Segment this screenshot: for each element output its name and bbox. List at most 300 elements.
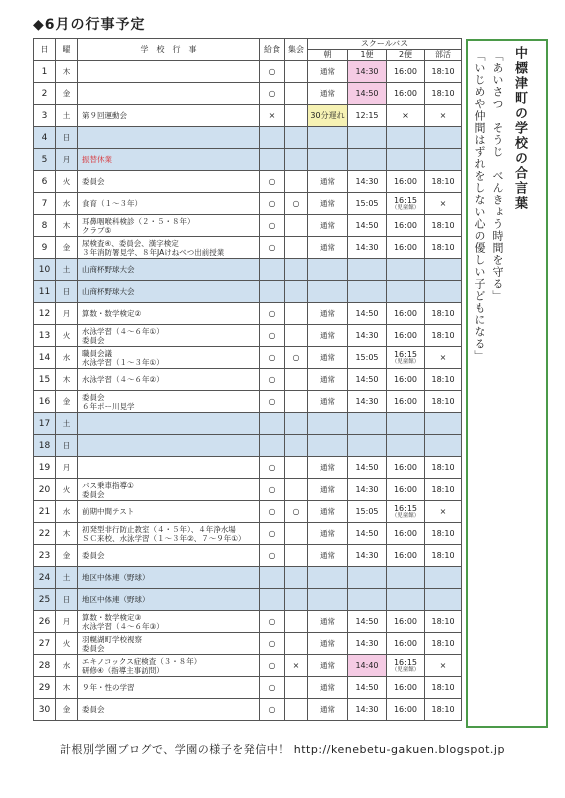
cell-morning: 通常 — [308, 369, 348, 391]
cell-bus-first: 14:30 — [348, 479, 387, 501]
cell-day: 9 — [34, 237, 56, 259]
cell-lunch — [260, 413, 285, 435]
cell-bus-second: 16:15 （児童館） — [387, 347, 425, 369]
cell-lunch: ○ — [260, 347, 285, 369]
cell-events: 山商杯野球大会 — [78, 259, 260, 281]
cell-bus-second: 16:00 — [387, 171, 425, 193]
cell-club: 18:10 — [425, 457, 462, 479]
cell-day: 5 — [34, 149, 56, 171]
cell-assembly — [285, 677, 308, 699]
cell-day: 1 — [34, 61, 56, 83]
cell-bus-second — [387, 127, 425, 149]
header-first: 1便 — [348, 50, 387, 61]
cell-bus-second: 16:00 — [387, 633, 425, 655]
cell-weekday: 金 — [56, 83, 78, 105]
cell-events — [78, 435, 260, 457]
cell-events: 耳鼻咽喉科検診（２・５・８年） クラブ⑤ — [78, 215, 260, 237]
cell-bus-second: 16:00 — [387, 523, 425, 545]
cell-events: 職員会議 水泳学習（１～３年①） — [78, 347, 260, 369]
cell-bus-first — [348, 589, 387, 611]
cell-club: 18:10 — [425, 303, 462, 325]
cell-lunch: ○ — [260, 523, 285, 545]
cell-club: 18:10 — [425, 677, 462, 699]
cell-morning: 通常 — [308, 611, 348, 633]
cell-bus-first: 12:15 — [348, 105, 387, 127]
cell-assembly — [285, 237, 308, 259]
cell-bus-second: 16:00 — [387, 61, 425, 83]
cell-assembly: ○ — [285, 193, 308, 215]
cell-bus-second: 16:00 — [387, 215, 425, 237]
cell-club: 18:10 — [425, 633, 462, 655]
cell-assembly: ○ — [285, 501, 308, 523]
cell-events: 水泳学習（４～６年①） 委員会 — [78, 325, 260, 347]
cell-assembly: × — [285, 655, 308, 677]
cell-events: 尿検査④、委員会、漢字検定 ３年消防署見学、８年JAけねべつ出前授業 — [78, 237, 260, 259]
cell-assembly — [285, 699, 308, 721]
cell-bus-second — [387, 259, 425, 281]
cell-assembly — [285, 303, 308, 325]
cell-assembly — [285, 171, 308, 193]
cell-weekday: 月 — [56, 303, 78, 325]
cell-club: × — [425, 105, 462, 127]
cell-bus-first: 15:05 — [348, 193, 387, 215]
table-row — [34, 545, 462, 567]
cell-bus-first — [348, 259, 387, 281]
cell-events: 前期中間テスト — [78, 501, 260, 523]
cell-club — [425, 435, 462, 457]
cell-assembly — [285, 633, 308, 655]
cell-club: 18:10 — [425, 171, 462, 193]
cell-club: 18:10 — [425, 215, 462, 237]
cell-morning: 通常 — [308, 545, 348, 567]
table-row — [34, 633, 462, 655]
cell-morning — [308, 589, 348, 611]
cell-events — [78, 457, 260, 479]
table-row — [34, 699, 462, 721]
cell-lunch — [260, 259, 285, 281]
cell-lunch: ○ — [260, 655, 285, 677]
cell-bus-second: 16:00 — [387, 303, 425, 325]
cell-lunch: ○ — [260, 193, 285, 215]
header-bus: スクールバス — [308, 39, 462, 50]
cell-weekday: 金 — [56, 237, 78, 259]
table-row — [34, 347, 462, 369]
cell-club: 18:10 — [425, 699, 462, 721]
cell-lunch — [260, 567, 285, 589]
cell-bus-second: × — [387, 105, 425, 127]
cell-weekday: 日 — [56, 435, 78, 457]
cell-assembly — [285, 369, 308, 391]
cell-weekday: 金 — [56, 699, 78, 721]
cell-day: 27 — [34, 633, 56, 655]
table-row — [34, 127, 462, 149]
cell-club: 18:10 — [425, 61, 462, 83]
header-assembly: 集会 — [285, 39, 308, 61]
footer-blog-link[interactable]: 計根別学園ブログで、学園の様子を発信中！ http://kenebetu-gakuen.blogspot.jp — [60, 743, 505, 756]
cell-assembly — [285, 391, 308, 413]
cell-events: 算数・数学検定③ 水泳学習（４～６年③） — [78, 611, 260, 633]
cell-club: 18:10 — [425, 237, 462, 259]
cell-bus-first — [348, 413, 387, 435]
cell-club: × — [425, 655, 462, 677]
cell-morning: 通常 — [308, 83, 348, 105]
table-row — [34, 171, 462, 193]
cell-bus-second: 16:00 — [387, 237, 425, 259]
cell-bus-first: 14:50 — [348, 215, 387, 237]
cell-weekday: 月 — [56, 457, 78, 479]
cell-morning: 通常 — [308, 633, 348, 655]
cell-assembly — [285, 479, 308, 501]
cell-morning: 通常 — [308, 215, 348, 237]
cell-events: 委員会 — [78, 699, 260, 721]
table-row — [34, 479, 462, 501]
table-row — [34, 523, 462, 545]
cell-events: 地区中体連（野球） — [78, 589, 260, 611]
cell-weekday: 月 — [56, 149, 78, 171]
cell-assembly — [285, 457, 308, 479]
cell-morning — [308, 435, 348, 457]
cell-weekday: 火 — [56, 325, 78, 347]
cell-club — [425, 567, 462, 589]
cell-weekday: 水 — [56, 347, 78, 369]
cell-weekday: 火 — [56, 633, 78, 655]
cell-day: 23 — [34, 545, 56, 567]
cell-club: 18:10 — [425, 325, 462, 347]
cell-day: 17 — [34, 413, 56, 435]
table-row — [34, 457, 462, 479]
cell-lunch: ○ — [260, 369, 285, 391]
cell-morning: 通常 — [308, 193, 348, 215]
cell-events: エキノコックス症検査（３・８年） 研修④（指導主事訪問） — [78, 655, 260, 677]
cell-bus-first: 14:50 — [348, 677, 387, 699]
cell-assembly — [285, 567, 308, 589]
cell-club — [425, 589, 462, 611]
table-row — [34, 589, 462, 611]
cell-bus-first: 14:50 — [348, 369, 387, 391]
table-row — [34, 655, 462, 677]
cell-bus-second: 16:00 — [387, 325, 425, 347]
cell-bus-second: 16:00 — [387, 677, 425, 699]
cell-weekday: 木 — [56, 215, 78, 237]
cell-events: 地区中体連（野球） — [78, 567, 260, 589]
cell-club — [425, 149, 462, 171]
cell-morning: 通常 — [308, 479, 348, 501]
cell-day: 22 — [34, 523, 56, 545]
cell-weekday: 火 — [56, 479, 78, 501]
cell-club — [425, 127, 462, 149]
cell-bus-first: 14:30 — [348, 237, 387, 259]
cell-bus-first: 15:05 — [348, 501, 387, 523]
cell-day: 2 — [34, 83, 56, 105]
cell-bus-first: 14:30 — [348, 171, 387, 193]
cell-bus-second: 16:00 — [387, 611, 425, 633]
motto-line-1: 「あいさつ そうじ べんきょう時間を守る」 — [491, 50, 504, 302]
cell-bus-second — [387, 413, 425, 435]
cell-lunch: ○ — [260, 61, 285, 83]
cell-bus-second — [387, 281, 425, 303]
cell-club: 18:10 — [425, 83, 462, 105]
cell-events — [78, 61, 260, 83]
schedule-table — [33, 38, 462, 721]
cell-bus-first: 14:30 — [348, 699, 387, 721]
table-row — [34, 215, 462, 237]
cell-bus-second: 16:15 （児童館） — [387, 193, 425, 215]
header-day: 日 — [34, 39, 56, 61]
cell-morning: 通常 — [308, 699, 348, 721]
cell-bus-second — [387, 589, 425, 611]
cell-day: 11 — [34, 281, 56, 303]
cell-lunch: ○ — [260, 633, 285, 655]
cell-assembly — [285, 435, 308, 457]
cell-bus-first — [348, 435, 387, 457]
table-row — [34, 303, 462, 325]
cell-lunch: ○ — [260, 457, 285, 479]
cell-day: 18 — [34, 435, 56, 457]
page-title: ◆6月の行事予定 — [33, 17, 146, 33]
table-row — [34, 369, 462, 391]
cell-weekday: 水 — [56, 655, 78, 677]
table-row — [34, 611, 462, 633]
cell-weekday: 土 — [56, 105, 78, 127]
cell-events: 振替休業 — [78, 149, 260, 171]
cell-bus-first: 14:30 — [348, 391, 387, 413]
cell-lunch: × — [260, 105, 285, 127]
cell-morning: 通常 — [308, 457, 348, 479]
motto-line-3-render: 「いじめや仲間はずれをしない心の優しい子どもになる」 — [473, 50, 486, 362]
cell-morning: 通常 — [308, 677, 348, 699]
cell-morning: 通常 — [308, 523, 348, 545]
header-weekday: 曜 — [56, 39, 78, 61]
cell-bus-first: 14:50 — [348, 457, 387, 479]
cell-club: 18:10 — [425, 479, 462, 501]
cell-weekday: 木 — [56, 61, 78, 83]
cell-bus-second: 16:00 — [387, 369, 425, 391]
cell-events: 委員会 — [78, 171, 260, 193]
cell-bus-first — [348, 567, 387, 589]
cell-events: 第９回運動会 — [78, 105, 260, 127]
cell-weekday: 木 — [56, 677, 78, 699]
cell-morning: 通常 — [308, 303, 348, 325]
table-row — [34, 677, 462, 699]
cell-morning: 30分遅れ — [308, 105, 348, 127]
cell-lunch: ○ — [260, 677, 285, 699]
cell-events: 羽幌湖町学校視察 委員会 — [78, 633, 260, 655]
cell-weekday: 土 — [56, 567, 78, 589]
cell-morning: 通常 — [308, 325, 348, 347]
table-row — [34, 413, 462, 435]
cell-day: 21 — [34, 501, 56, 523]
header-second: 2便 — [387, 50, 425, 61]
cell-assembly — [285, 545, 308, 567]
cell-lunch — [260, 435, 285, 457]
cell-assembly — [285, 523, 308, 545]
cell-assembly — [285, 149, 308, 171]
cell-lunch — [260, 149, 285, 171]
cell-day: 14 — [34, 347, 56, 369]
table-row — [34, 501, 462, 523]
cell-lunch: ○ — [260, 325, 285, 347]
cell-bus-second: 16:00 — [387, 479, 425, 501]
cell-weekday: 土 — [56, 259, 78, 281]
cell-bus-first — [348, 127, 387, 149]
cell-lunch: ○ — [260, 611, 285, 633]
cell-lunch: ○ — [260, 237, 285, 259]
cell-lunch: ○ — [260, 83, 285, 105]
cell-morning — [308, 281, 348, 303]
cell-assembly: ○ — [285, 347, 308, 369]
cell-bus-second — [387, 149, 425, 171]
cell-bus-second: 16:00 — [387, 83, 425, 105]
cell-day: 13 — [34, 325, 56, 347]
cell-bus-second: 16:00 — [387, 699, 425, 721]
cell-day: 7 — [34, 193, 56, 215]
cell-bus-first: 14:40 — [348, 655, 387, 677]
cell-events: 初発型非行防止教室（４・５年）、４年浄水場 ＳＣ来校、水泳学習（１～３年②、７～９年①） — [78, 523, 260, 545]
cell-day: 30 — [34, 699, 56, 721]
cell-bus-first: 14:30 — [348, 61, 387, 83]
cell-club: 18:10 — [425, 523, 462, 545]
cell-weekday: 土 — [56, 413, 78, 435]
cell-events: バス乗車指導① 委員会 — [78, 479, 260, 501]
header-morning: 朝 — [308, 50, 348, 61]
cell-club: 18:10 — [425, 611, 462, 633]
cell-events: 委員会 ６年ポー川見学 — [78, 391, 260, 413]
cell-events: 食育（１～３年） — [78, 193, 260, 215]
cell-assembly — [285, 259, 308, 281]
cell-day: 26 — [34, 611, 56, 633]
cell-weekday: 水 — [56, 193, 78, 215]
cell-assembly — [285, 105, 308, 127]
cell-weekday: 火 — [56, 171, 78, 193]
cell-morning: 通常 — [308, 391, 348, 413]
cell-morning — [308, 413, 348, 435]
cell-day: 19 — [34, 457, 56, 479]
table-row — [34, 259, 462, 281]
header-club: 部活 — [425, 50, 462, 61]
cell-events: ９年・性の学習 — [78, 677, 260, 699]
cell-events: 水泳学習（４～６年②） — [78, 369, 260, 391]
cell-morning: 通常 — [308, 347, 348, 369]
cell-weekday: 日 — [56, 127, 78, 149]
cell-morning — [308, 127, 348, 149]
cell-lunch: ○ — [260, 699, 285, 721]
cell-morning — [308, 259, 348, 281]
cell-events — [78, 127, 260, 149]
cell-lunch — [260, 589, 285, 611]
cell-day: 28 — [34, 655, 56, 677]
cell-day: 3 — [34, 105, 56, 127]
cell-day: 25 — [34, 589, 56, 611]
cell-morning: 通常 — [308, 237, 348, 259]
cell-club: × — [425, 347, 462, 369]
cell-club: × — [425, 193, 462, 215]
cell-day: 4 — [34, 127, 56, 149]
cell-day: 12 — [34, 303, 56, 325]
cell-day: 24 — [34, 567, 56, 589]
cell-bus-second: 16:00 — [387, 391, 425, 413]
cell-weekday: 水 — [56, 501, 78, 523]
cell-weekday: 金 — [56, 545, 78, 567]
table-row — [34, 325, 462, 347]
table-row — [34, 281, 462, 303]
cell-assembly — [285, 589, 308, 611]
cell-bus-first: 14:30 — [348, 545, 387, 567]
table-row — [34, 567, 462, 589]
cell-bus-second: 16:15 （児童館） — [387, 501, 425, 523]
cell-lunch — [260, 127, 285, 149]
cell-lunch: ○ — [260, 545, 285, 567]
cell-morning: 通常 — [308, 655, 348, 677]
cell-day: 20 — [34, 479, 56, 501]
cell-club: × — [425, 501, 462, 523]
cell-assembly — [285, 215, 308, 237]
cell-day: 8 — [34, 215, 56, 237]
cell-lunch: ○ — [260, 479, 285, 501]
cell-assembly — [285, 325, 308, 347]
motto-title: 中標津町の学校の合言葉 — [512, 46, 527, 211]
table-row — [34, 193, 462, 215]
cell-day: 29 — [34, 677, 56, 699]
cell-bus-first — [348, 149, 387, 171]
cell-bus-first: 14:50 — [348, 611, 387, 633]
cell-bus-second — [387, 435, 425, 457]
cell-weekday: 木 — [56, 369, 78, 391]
table-row — [34, 83, 462, 105]
cell-lunch: ○ — [260, 215, 285, 237]
cell-weekday: 木 — [56, 523, 78, 545]
cell-assembly — [285, 281, 308, 303]
cell-club: 18:10 — [425, 391, 462, 413]
cell-lunch: ○ — [260, 501, 285, 523]
cell-bus-second — [387, 567, 425, 589]
cell-weekday: 日 — [56, 281, 78, 303]
cell-morning — [308, 149, 348, 171]
cell-assembly — [285, 61, 308, 83]
cell-day: 16 — [34, 391, 56, 413]
cell-morning: 通常 — [308, 171, 348, 193]
header-events: 学 校 行 事 — [78, 39, 260, 61]
cell-morning: 通常 — [308, 61, 348, 83]
cell-events — [78, 83, 260, 105]
cell-assembly — [285, 83, 308, 105]
cell-events: 山商杯野球大会 — [78, 281, 260, 303]
table-row — [34, 237, 462, 259]
cell-morning — [308, 567, 348, 589]
cell-events — [78, 413, 260, 435]
cell-bus-first: 15:05 — [348, 347, 387, 369]
cell-bus-second: 16:15 （児童館） — [387, 655, 425, 677]
cell-weekday: 日 — [56, 589, 78, 611]
header-lunch: 給食 — [260, 39, 285, 61]
cell-lunch: ○ — [260, 171, 285, 193]
cell-day: 6 — [34, 171, 56, 193]
cell-bus-first: 14:50 — [348, 83, 387, 105]
cell-club — [425, 281, 462, 303]
cell-bus-second: 16:00 — [387, 545, 425, 567]
cell-weekday: 金 — [56, 391, 78, 413]
cell-club: 18:10 — [425, 545, 462, 567]
schedule-body — [34, 61, 462, 721]
cell-bus-first: 14:30 — [348, 325, 387, 347]
cell-club — [425, 413, 462, 435]
table-row — [34, 105, 462, 127]
cell-lunch — [260, 281, 285, 303]
table-row — [34, 149, 462, 171]
cell-morning: 通常 — [308, 501, 348, 523]
cell-assembly — [285, 611, 308, 633]
table-row — [34, 435, 462, 457]
cell-events: 算数・数学検定② — [78, 303, 260, 325]
